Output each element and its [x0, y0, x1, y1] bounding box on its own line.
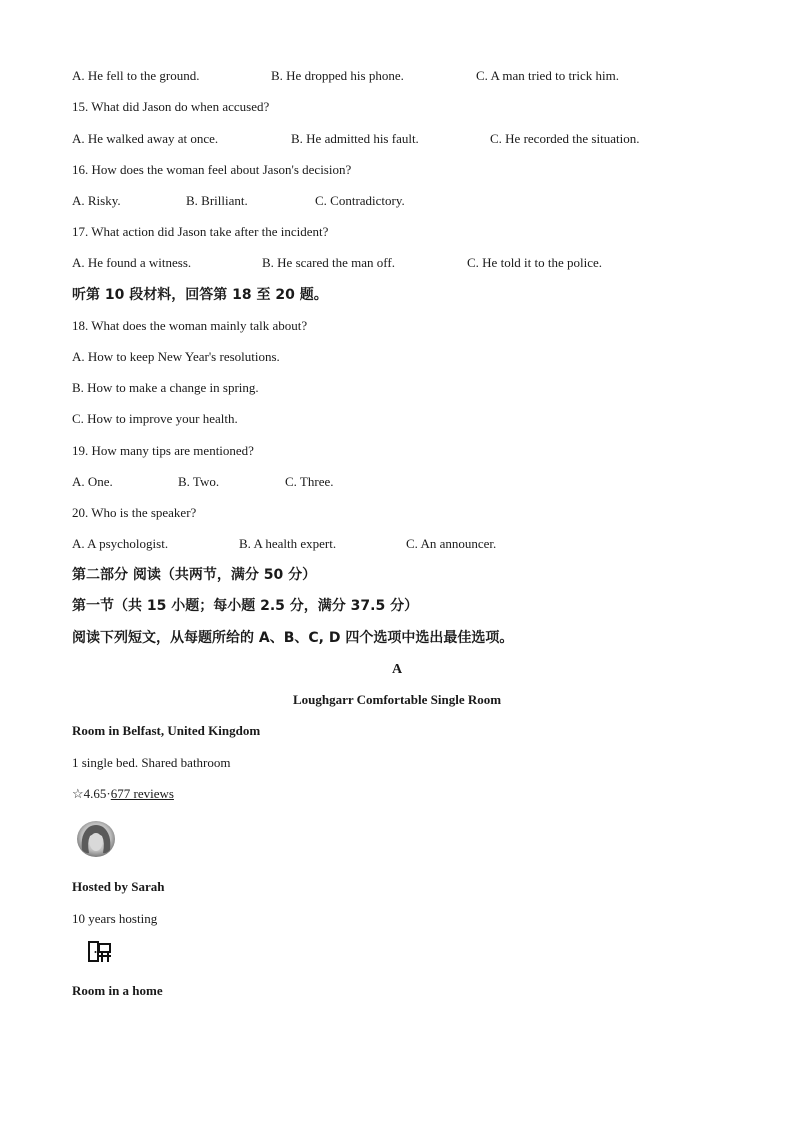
q17-option-b: B. He scared the man off.: [262, 255, 395, 270]
q15-option-b: B. He admitted his fault.: [291, 131, 419, 146]
q20-option-a: A. A psychologist.: [72, 536, 169, 551]
q14-option-a: A. He fell to the ground.: [72, 68, 200, 83]
room-type: Room in a home: [72, 983, 163, 998]
q16-option-a: A. Risky.: [72, 193, 121, 208]
listing-title: Loughgarr Comfortable Single Room: [292, 692, 502, 707]
q15-option-c: C. He recorded the situation.: [490, 131, 640, 146]
q16-option-b: B. Brilliant.: [186, 193, 248, 208]
listing-location: Room in Belfast, United Kingdom: [72, 723, 261, 738]
host-avatar: [76, 820, 116, 858]
instructions: 阅读下列短文，从每题所给的 A、B、C, D 四个选项中选出最佳选项。: [72, 630, 514, 646]
room-door-icon: [88, 941, 112, 963]
listing-rating: ☆4.65·: [72, 786, 111, 801]
q17-option-c: C. He told it to the police.: [467, 255, 603, 270]
q14-option-c: C. A man tried to trick him.: [476, 68, 619, 83]
q19-option-c: C. Three.: [285, 474, 334, 489]
q19-question: 19. How many tips are mentioned?: [72, 443, 254, 458]
q19-option-a: A. One.: [72, 474, 113, 489]
q17-question: 17. What action did Jason take after the incident?: [72, 224, 329, 239]
q14-option-b: B. He dropped his phone.: [271, 68, 404, 83]
q17-option-a: A. He found a witness.: [72, 255, 192, 270]
section10-heading: 听第 10 段材料，回答第 18 至 20 题。: [72, 287, 328, 303]
q15-option-a: A. He walked away at once.: [72, 131, 219, 146]
q20-option-c: C. An announcer.: [406, 536, 497, 551]
q18-option-b: B. How to make a change in spring.: [72, 380, 259, 395]
host-name: Hosted by Sarah: [72, 879, 165, 894]
q16-question: 16. How does the woman feel about Jason's decision?: [72, 162, 352, 177]
section1-heading: 第一节（共 15 小题；每小题 2.5 分，满分 37.5 分）: [72, 598, 419, 614]
q18-option-c: C. How to improve your health.: [72, 411, 238, 426]
passage-label: A: [391, 662, 403, 677]
listing-rating-row: [72, 786, 174, 802]
host-years: 10 years hosting: [72, 911, 158, 926]
q15-question: 15. What did Jason do when accused?: [72, 99, 270, 114]
q19-option-b: B. Two.: [178, 474, 220, 489]
q20-question: 20. Who is the speaker?: [72, 505, 197, 520]
q18-question: 18. What does the woman mainly talk about?: [72, 318, 308, 333]
q20-option-b: B. A health expert.: [239, 536, 337, 551]
q16-option-c: C. Contradictory.: [315, 193, 405, 208]
reviews-link[interactable]: 677 reviews: [110, 786, 174, 801]
part2-heading: 第二部分 阅读（共两节，满分 50 分）: [72, 567, 317, 583]
q18-option-a: A. How to keep New Year's resolutions.: [72, 349, 280, 364]
listing-details: 1 single bed. Shared bathroom: [72, 755, 231, 770]
